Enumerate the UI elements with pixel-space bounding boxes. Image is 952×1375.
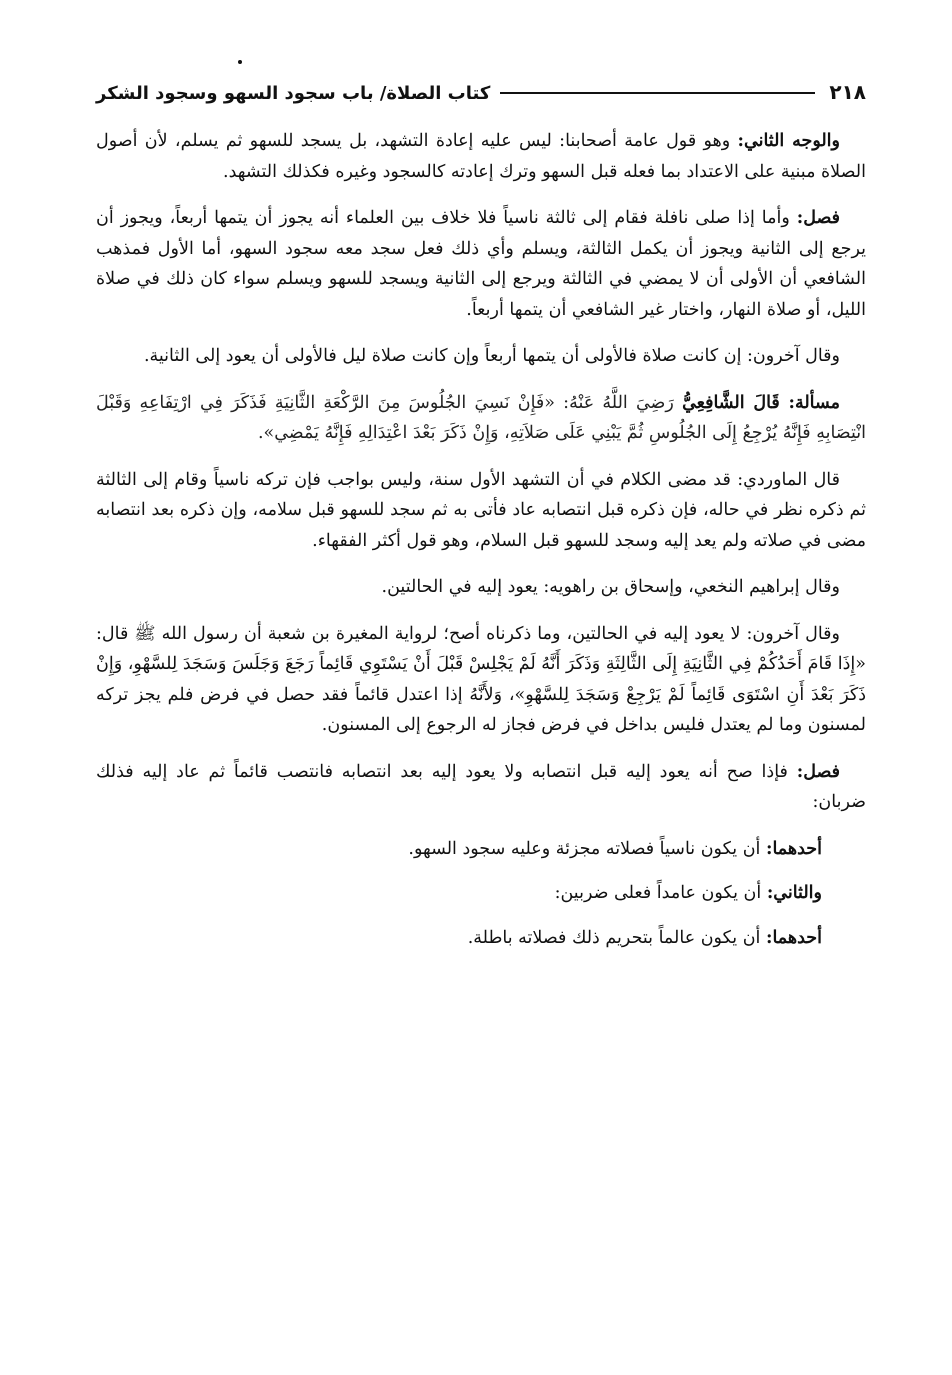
list-item: [96, 834, 866, 865]
paragraph-text: وقال آخرون: لا يعود إليه في الحالتين، وما ذكرناه أصح؛ لرواية المغيرة بن شعبة أن رسول الله ﷺ قال: «إِذَا قَامَ أَحَدُكُمْ فِي الثَّانِيَةِ إِلَى الثَّالِثَةِ وَذَكَرَ أَنَّهُ لَمْ يَجْلِسْ قَبْلَ أَنْ يَسْتَوِي قَائِماً رَجَعَ وَجَلَسَ وَسَجَدَ لِلسَّهْوِ، وَإِنْ ذَكَرَ بَعْدَ أَنِ اسْتَوَى قَائِماً لَمْ يَرْجِعْ وَسَجَدَ لِلسَّهْوِ»، وَلأَنَّهُ إذا اعتدل قائماً فقد حصل في فرض فلم يجز تركه لمسنون وما لم يعتدل فليس بداخل في فرض فجاز له الرجوع إلى المسنون.: [96, 623, 866, 735]
header-rule: [500, 92, 815, 94]
paragraph-lead: فصل:: [796, 761, 840, 782]
paragraph: [96, 388, 866, 449]
paragraph-lead: مسألة: قَالَ الشَّافِعِيُّ: [682, 392, 840, 413]
paragraph: [96, 757, 866, 818]
paragraph-text: وهو قول عامة أصحابنا: ليس عليه إعادة التشهد، بل يسجد للسهو ثم يسلم، لأن أصول الصلاة مبنية على الاعتداد بما فعله قبل السهو وترك إعادته كالسجود وغيره فكذلك التشهد.: [96, 131, 866, 182]
paragraph-text: رَضِيَ اللَّهُ عَنْهُ: «فَإِنْ نَسِيَ الجُلُوسَ مِنَ الرَّكْعَةِ الثَّانِيَةِ فَذَكَرَ فِي ارْتِفَاعِهِ وَقَبْلَ انْتِصَابِهِ فَإِنَّهُ يُرْجِعُ إِلَى الجُلُوسِ ثُمَّ يَبْنِي عَلَى صَلاَتِهِ، وَإِنْ ذَكَرَ بَعْدَ اعْتِدَالِهِ فَإِنَّهُ يَمْضِي».: [96, 392, 866, 443]
paragraph: [96, 126, 866, 187]
page-number: ٢١٨: [829, 80, 866, 104]
body-text: [96, 126, 866, 953]
list-item-lead: والثاني:: [766, 883, 822, 903]
running-header: [96, 60, 866, 108]
paragraph: [96, 203, 866, 325]
document-page: [96, 60, 866, 1360]
paragraph-text: وقال آخرون: إن كانت صلاة فالأولى أن يتمها أربعاً وإن كانت صلاة ليل فالأولى أن يعود إلى الثانية.: [143, 346, 840, 366]
paragraph-text: قال الماوردي: قد مضى الكلام في أن التشهد الأول سنة، وليس بواجب فإن تركه ناسياً وقام إلى الثالثة ثم ذكره نظر في حاله، فإن ذكره قبل انتصابه عاد فأتى به ثم سجد للسهو قبل سلامه، وإن ذكره بعد انتصابه مضى في صلاته ولم يعد إليه وسجد للسهو قبل السلام، وهو قول أكثر الفقهاء.: [96, 469, 866, 551]
paragraph-lead: فصل:: [796, 208, 840, 228]
list-item-text: أن يكون عالماً بتحريم ذلك فصلاته باطلة.: [467, 927, 766, 948]
paragraph-text: فإذا صح أنه يعود إليه قبل انتصابه ولا يعود إليه بعد انتصابه فانتصب قائماً ثم عاد إليه فذلك ضربان:: [96, 761, 866, 812]
paragraph: [96, 572, 866, 603]
paragraph: [96, 619, 866, 741]
paragraph-text: وأما إذا صلى نافلة فقام إلى ثالثة ناسياً فلا خلاف بين العلماء أنه يجوز أن يتمها أربعاً، ويجوز أن يرجع إلى الثانية ويجوز أن يكمل الثالثة، ويسلم وأي ذلك فعل سجد معه سجود السهو، أما الأول فمذهب الشافعي أن الأولى أن لا يمضي في الثالثة ويرجع إلى الثانية ويسجد للسهو ويسلم سواء كان ذلك في صلاة الليل، أو صلاة النهار، واختار غير الشافعي أن يتمها أربعاً.: [96, 208, 866, 320]
paragraph: [96, 341, 866, 372]
paragraph-text: وقال إبراهيم النخعي، وإسحاق بن راهويه: يعود إليه في الحالتين.: [381, 577, 840, 597]
paragraph-lead: والوجه الثاني:: [737, 131, 840, 151]
paragraph: [96, 465, 866, 557]
list-item-lead: أحدهما:: [765, 838, 822, 859]
running-title: كتاب الصلاة/ باب سجود السهو وسجود الشكر: [96, 83, 491, 104]
list-item-text: أن يكون عامداً فعلى ضربين:: [554, 883, 767, 903]
list-item: [96, 923, 866, 954]
list-item-lead: أحدهما:: [765, 927, 822, 948]
list-item-text: أن يكون ناسياً فصلاته مجزئة وعليه سجود السهو.: [408, 838, 766, 859]
list-item: [96, 878, 866, 909]
